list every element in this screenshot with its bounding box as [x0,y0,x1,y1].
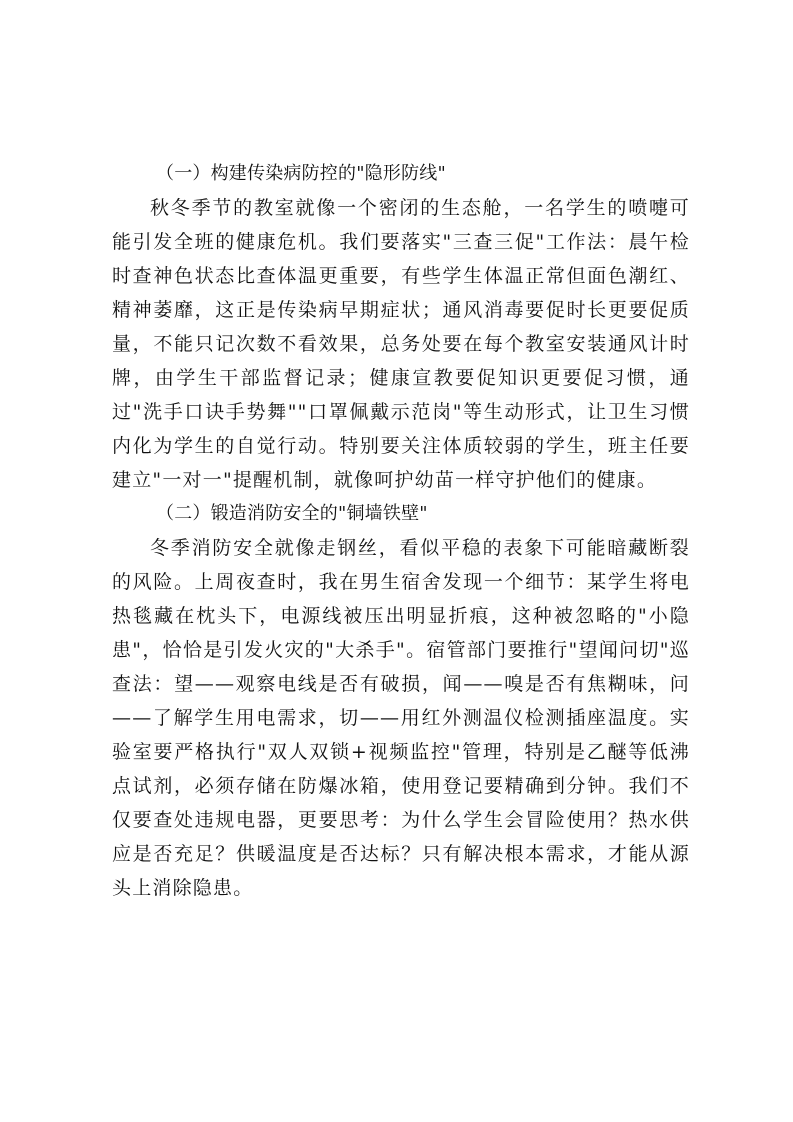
section-epidemic-prevention [112,157,690,497]
document-body [112,157,690,905]
section-paragraph: 冬季消防安全就像走钢丝，看似平稳的表象下可能暗藏断裂的风险。上周夜查时，我在男生宿舍发现一个细节：某学生将电热毯藏在枕头下，电源线被压出明显折痕，这种被忽略的"小隐患"，恰恰是引发火灾的"大杀手"。宿管部门要推行"望闻问切"巡查法：望——观察电线是否有破损，闻——嗅是否有焦糊味，问——了解学生用电需求，切——用红外测温仪检测插座温度。实验室要严格执行"双人双锁+视频监控"管理，特别是乙醚等低沸点试剂，必须存储在防爆冰箱，使用登记要精确到分钟。我们不仅要查处违规电器，更要思考：为什么学生会冒险使用？热水供应是否充足？供暖温度是否达标？只有解决根本需求，才能从源头上消除隐患。 [112,537,690,899]
section-heading: （二）锻造消防安全的"铜墙铁壁" [156,503,428,524]
section-fire-safety [112,497,690,905]
section-heading: （一）构建传染病防控的"隐形防线" [156,163,446,184]
section-paragraph: 秋冬季节的教室就像一个密闭的生态舱，一名学生的喷嚏可能引发全班的健康危机。我们要落实"三查三促"工作法：晨午检时查神色状态比查体温更重要，有些学生体温正常但面色潮红、精神萎靡，这正是传染病早期症状；通风消毒要促时长更要促质量，不能只记次数不看效果，总务处要在每个教室安装通风计时牌，由学生干部监督记录；健康宣教要促知识更要促习惯，通过"洗手口诀手势舞""口罩佩戴示范岗"等生动形式，让卫生习惯内化为学生的自觉行动。特别要关注体质较弱的学生，班主任要建立"一对一"提醒机制，就像呵护幼苗一样守护他们的健康。 [112,197,690,491]
